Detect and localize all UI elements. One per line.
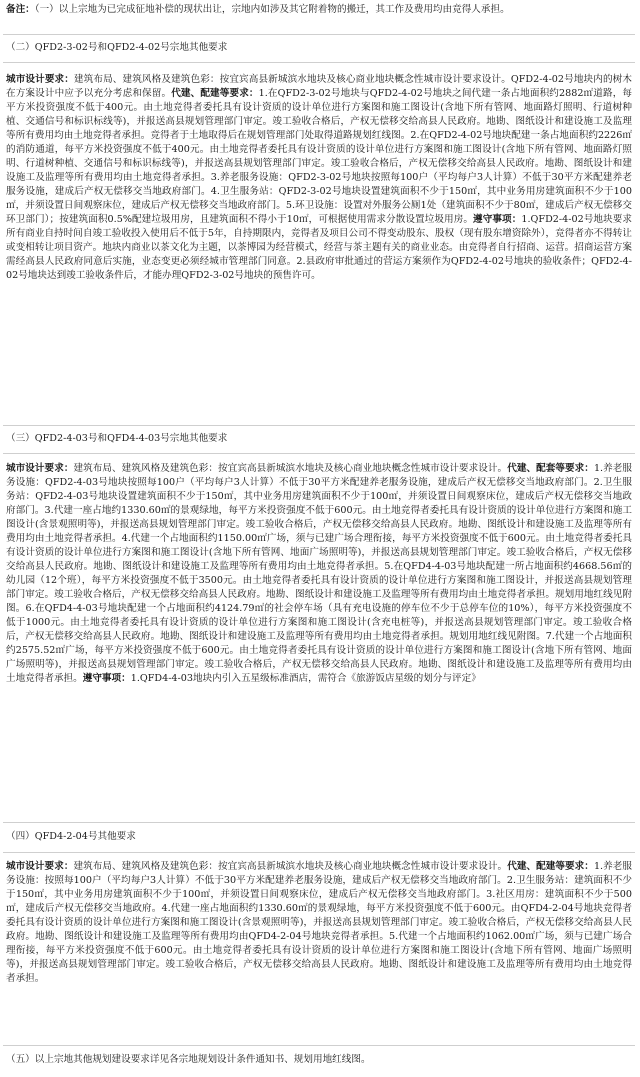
heading-city-design: 城市设计要求： [6, 463, 74, 474]
section-paragraph [3, 71, 635, 285]
section-3-heading-block [3, 428, 635, 450]
body-text: 1.在QFD2-3-02号地块与QFD2-4-02号地块之间代建一条占地面积约2882㎡道路，每平方米投资强度不低于400元。由土地竞得者委托具有设计资质的设计单位进行方案图和施工图设计(含地下所有管网、地面路灯照明、行道树种植、交通信号和标识标线等)，并报送高县规划管理部门审定。竣工验收合格后，产权无偿移交给高县人民政府。地勘、图纸设计和建设施工及监理等所有费用均由土地竞得者承担。竞得者于土地取得后在规划管理部门处取得道路规划红线图。2.在QFD2-4-02号地块配建一条占地面积约2226㎡的消防通道，每平方米投资强度不低于400元。由土地竞得者委托具有设计资质的设计单位进行方案图和施工图设计(含地下所有管网、地面路灯照明、行道树种植、交通信号和标识标线等)，并报送高县规划管理部门审定。竣工验收合格后，产权无偿移交给高县人民政府。地勘、图纸设计和建设施工及监理等所有费用均由土地竞得者承担。3.养老服务设施：QFD2-3-02号地块按照每100户（平均每户3人计算）不低于30平方米配建养老服务设施，建成后产权无偿移交当地政府部门。4.卫生服务站：QFD2-3-02号地块设置建筑面积不少于150㎡，其中业务用房建筑面积不少于100㎡，并须设置日间观察床位，建成后产权无偿移交当地政府部门。5.环卫设施：设置对外服务公厕1处（建筑面积不少于80㎡，建成后产权无偿移交环卫部门）；按建筑面积0.5%配建垃圾用房，且建筑面积不得小于10㎡，可根据使用需求分散设置垃圾用房。 [6, 88, 633, 225]
section-2-body [3, 71, 635, 285]
body-text: 建筑布局、建筑风格及建筑色彩：按宜宾高县新城滨水地块及核心商业地块概念性城市设计要求设计。QFD2-4-02号地块内的树木在方案设计中应予以充分考虑和保留。 [6, 74, 632, 99]
body-text: 1.QFD4-4-03地块内引入五星级标准酒店，需符合《旅游饭店星级的划分与评定》 [130, 673, 481, 684]
divider [3, 852, 635, 853]
section-3-body [3, 460, 635, 688]
section-paragraph [3, 460, 635, 688]
divider [3, 1045, 635, 1046]
heading-city-design: 城市设计要求： [6, 74, 74, 85]
section-heading: （三）QFD2-4-03号和QFD4-4-03号宗地其他要求 [6, 433, 228, 444]
body-text: 1.养老服务设施：QFD2-4-03号地块按照每100户（平均每户3人计算）不低于30平方米配建养老服务设施，建成后产权无偿移交当地政府部门。2.卫生服务站：QFD2-4-03号地块设置建筑面积不少于150㎡，其中业务用房建筑面积不少于100㎡，并须设置日间观察床位，建成后产权无偿移交当地政府部门。3.代建一座占地约1330.60㎡的景观绿地，每平方米投资强度不低于600元。由土地竞得者委托具有设计资质的设计单位进行方案图和施工图设计(含景观照明等)，并报送高县规划管理部门审定。竣工验收合格后，产权无偿移交给高县人民政府。地勘、图纸设计和建设施工及监理等所有费用均由土地竞得者承担。4.代建一个占地面积约1150.00㎡广场，须与已建广场合理衔接，每平方米投资强度不低于600元。由土地竞得者委托具有设计资质的设计单位进行方案图和施工图设计(含地下所有管网、地面广场照明等)，并报送高县规划管理部门审定。竣工验收合格后，产权无偿移交给高县人民政府。地勘、图纸设计和建设施工及监理等所有费用均由土地竞得者承担。5.在QFD4-4-03号地块配建一所占地面积约4668.56㎡的幼儿园（12个班），每平方米投资强度不低于3500元。由土地竞得者委托具有设计资质的设计单位进行方案图和施工图设计，并报送高县规划管理部门审定。竣工验收合格后，产权无偿移交给高县人民政府。地勘、图纸设计和建设施工及监理等所有费用均由土地竞得者承担。规划用地红线见附图。6.在QFD4-4-03号地块配建一个占地面积约4124.79㎡的社会停车场（具有充电设施的停车位不少于总停车位的10%），每平方米投资强度不低于1000元。由土地竞得者委托具有设计资质的设计单位进行方案图和施工图设计(含充电桩等)，并报送高县规划管理部门审定。竣工验收合格后，产权无偿移交给高县人民政府。地勘、图纸设计和建设施工及监理等所有费用均由土地竞得者承担。规划用地红线见附图。7.代建一个占地面积约2575.52㎡广场，每平方米投资强度不低于600元。由土地竞得者委托具有设计资质的设计单位进行方案图和施工图设计(含地下所有管网、地面广场照明等)，并报送高县规划管理部门审定。竣工验收合格后，产权无偿移交给高县人民政府。地勘、图纸设计和建设施工及监理等所有费用均由土地竞得者承担。 [6, 463, 633, 684]
heading-city-design: 城市设计要求： [6, 861, 74, 872]
heading-construction: 代建、配建等要求： [507, 861, 594, 872]
note-block [3, 1, 635, 19]
divider [3, 425, 635, 426]
footer-block [3, 1049, 635, 1071]
body-text: 建筑布局、建筑风格及建筑色彩：按宜宾高县新城滨水地块及核心商业地块概念性城市设计要求设计。 [73, 861, 508, 872]
footer-text: （五）以上宗地其他规划建设要求详见各宗地规划设计条件通知书、规划用地红线图。 [6, 1054, 371, 1065]
divider [3, 822, 635, 823]
note-label: 备注： [6, 4, 35, 15]
divider [3, 34, 635, 35]
body-text: 1.养老服务设施：按照每100户（平均每户3人计算）不低于30平方米配建养老服务设施，建成后产权无偿移交当地政府部门。2.卫生服务站：建筑面积不少于150㎡，其中业务用房建筑面积不少于100㎡，并须设置日间观察床位，建成后产权无偿移交当地政府部门。3.社区用房：建筑面积不少于500㎡，建成后产权无偿移交当地政府。4.代建一座占地面积约1330.60㎡的景观绿地，每平方米投资强度不低于600元。由QFD4-2-04号地块竞得者委托具有设计资质的设计单位进行方案图和施工图设计(含景观照明等)，并报送高县规划管理部门审定。竣工验收合格后，产权无偿移交给高县人民政府。地勘、图纸设计和建设施工及监理等所有费用均由QFD4-2-04号地块竞得者承担。5.代建一个占地面积约1062.00㎡广场，须与已建广场合理衔接，每平方米投资强度不低于600元。由土地竞得者委托具有设计资质的设计单位进行方案图和施工图设计(含地下所有管网、地面广场照明等)，并报送高县规划管理部门审定。竣工验收合格后，产权无偿移交给高县人民政府。地勘、图纸设计和建设施工及监理等所有费用均由土地竞得者承担。 [6, 861, 633, 984]
divider [3, 453, 635, 454]
section-2-heading-block [3, 37, 635, 59]
section-4-heading-block [3, 826, 635, 848]
heading-compliance: 遵守事项： [82, 673, 131, 684]
section-paragraph [3, 858, 635, 988]
heading-compliance: 遵守事项： [473, 214, 522, 225]
divider [3, 62, 635, 63]
section-heading: （四）QFD4-2-04号其他要求 [6, 831, 136, 842]
section-4-body [3, 858, 635, 988]
section-heading: （二）QFD2-3-02号和QFD2-4-02号宗地其他要求 [6, 42, 228, 53]
body-text: 1.QFD2-4-02号地块要求所有商业自持时间自竣工验收投入使用后不低于5年，自持期限内，竞得者及项目公司不得变动股东、股权（现有股东增资除外），竞得者亦不得转让或变相转让项目资产。地块内商业以茶文化为主题，以茶博园为经营模式，经营与茶主题有关的商业业态。由竞得者自行招商、运营。招商运营方案需经高县人民政府同意后实施，业态变更必须经城市管理部门同意。2.县政府审批通过的营运方案须作为QFD2-4-02号地块的验收条件；QFD2-4-02号地块达到竣工验收条件后，才能办理QFD2-3-02号地块的预售许可。 [6, 214, 633, 281]
note-text: （一）以上宗地为已完成征地补偿的现状出让，宗地内如涉及其它附着物的搬迁，其工作及费用均由竞得人承担。 [34, 4, 510, 15]
body-text: 建筑布局、建筑风格及建筑色彩：按宜宾高县新城滨水地块及核心商业地块概念性城市设计要求设计。 [73, 463, 508, 474]
heading-construction: 代建、配套等要求： [507, 463, 594, 474]
heading-construction: 代建、配建等要求： [171, 88, 259, 99]
note-paragraph [3, 1, 635, 19]
